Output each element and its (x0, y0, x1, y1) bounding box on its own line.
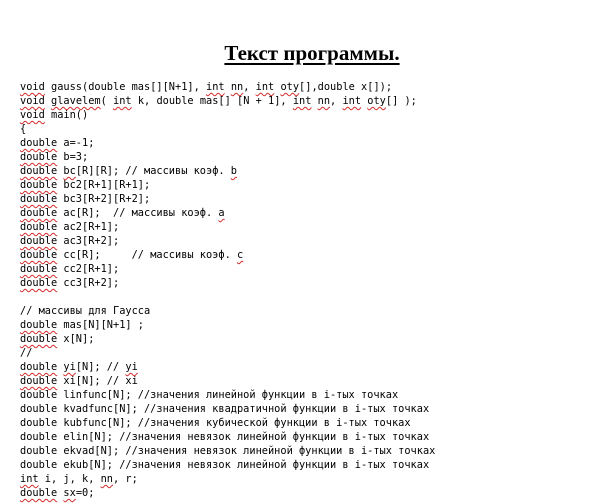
spellcheck-flagged-word: b (230, 165, 237, 177)
code-line (20, 136, 435, 150)
code-text: , r; (113, 473, 138, 485)
code-line (20, 318, 435, 332)
code-text: i, j, k, (38, 473, 101, 485)
code-text: double ekvad[N]; //значения невязок линейной функции в i-тых точках (20, 445, 436, 457)
code-line (20, 430, 435, 444)
code-line (20, 416, 435, 430)
code-text: ac3[R+2]; (57, 235, 120, 247)
code-text: [R][R]; // массивы коэф. (75, 165, 231, 177)
code-line (20, 486, 435, 500)
spellcheck-flagged-word: int (255, 81, 275, 93)
spellcheck-flagged-word: oty (367, 95, 386, 107)
code-line (20, 332, 435, 346)
code-line (20, 444, 435, 458)
program-code-block (20, 80, 435, 500)
code-text: a=-1; (57, 137, 95, 149)
code-text: // (20, 347, 33, 359)
code-text: { (20, 123, 27, 135)
spellcheck-flagged-word: double (20, 221, 58, 233)
spellcheck-flagged-word: a (218, 207, 225, 219)
spellcheck-flagged-word: double (20, 235, 58, 247)
code-line (20, 220, 435, 234)
spellcheck-flagged-word: double (20, 487, 58, 499)
spellcheck-flagged-word: double (20, 165, 58, 177)
code-text: , (330, 95, 343, 107)
code-text: bc2[R+1][R+1]; (57, 179, 151, 191)
code-text: ( (100, 95, 114, 107)
spellcheck-flagged-word: double (20, 137, 58, 149)
code-text: k, double mas[] [N + 1], (131, 95, 293, 107)
code-text: gauss(double mas[][N+1], (44, 81, 206, 93)
spellcheck-flagged-word: void (20, 95, 45, 107)
code-text: b=3; (57, 151, 89, 163)
code-text: double linfunc[N]; //значения линейной функции в i-тых точках (20, 389, 399, 401)
spellcheck-flagged-word: double (20, 333, 58, 345)
spellcheck-flagged-word: double (20, 263, 58, 275)
spellcheck-flagged-word: c (236, 249, 244, 261)
spellcheck-flagged-word: double (20, 277, 58, 289)
code-text: xi[N]; // xi (57, 375, 138, 387)
spellcheck-flagged-word: double (20, 375, 58, 387)
spellcheck-flagged-word: int (113, 95, 132, 107)
code-line (20, 402, 435, 416)
spellcheck-flagged-word: void (20, 81, 45, 93)
document-title: Текст программы. (224, 41, 400, 65)
code-line (20, 108, 435, 122)
code-text: ac[R]; // массивы коэф. (57, 207, 219, 219)
code-line (20, 80, 435, 94)
code-text: bc3[R+2][R+2]; (57, 193, 151, 205)
spellcheck-flagged-word: glavelem (51, 95, 101, 107)
spellcheck-flagged-word: yi (125, 361, 138, 373)
code-line (20, 304, 435, 318)
code-text: cc3[R+2]; (57, 277, 120, 289)
code-text: [N]; // (75, 361, 126, 373)
code-text: cc[R]; // массивы коэф. (57, 249, 237, 261)
code-line (20, 472, 435, 486)
code-line (20, 94, 435, 108)
spellcheck-flagged-word: yi (63, 361, 76, 373)
code-text: main() (44, 109, 89, 121)
code-blank-line (20, 290, 435, 304)
spellcheck-flagged-word: double (20, 319, 58, 331)
code-text: mas[N][N+1] ; (57, 319, 144, 331)
code-text: cc2[R+1]; (57, 263, 120, 275)
code-line (20, 192, 435, 206)
code-line (20, 206, 435, 220)
spellcheck-flagged-word: int (206, 81, 225, 93)
spellcheck-flagged-word: double (20, 249, 58, 261)
spellcheck-flagged-word: double (20, 151, 58, 163)
code-line (20, 374, 435, 388)
code-line (20, 262, 435, 276)
spellcheck-flagged-word: int (20, 473, 39, 485)
code-text: double kvadfunc[N]; //значения квадратичной функции в i-тых точках (20, 403, 430, 415)
code-line (20, 122, 435, 136)
spellcheck-flagged-word: nn (317, 95, 331, 107)
code-line (20, 388, 435, 402)
spellcheck-flagged-word: void (20, 109, 45, 121)
spellcheck-flagged-word: int (292, 95, 312, 107)
spellcheck-flagged-word: oty (280, 81, 300, 93)
code-text: ac2[R+1]; (57, 221, 120, 233)
spellcheck-flagged-word: double (20, 179, 58, 191)
code-line (20, 178, 435, 192)
code-line (20, 458, 435, 472)
spellcheck-flagged-word: double (20, 193, 58, 205)
code-text: double kubfunc[N]; //значения кубической функции в i-тых точках (20, 417, 411, 429)
code-text: double ekub[N]; //значения невязок линейной функции в i-тых точках (20, 459, 430, 471)
code-line (20, 276, 435, 290)
code-line (20, 164, 435, 178)
code-text: [],double x[]); (299, 81, 393, 93)
code-line (20, 150, 435, 164)
code-text: x[N]; (57, 333, 95, 345)
spellcheck-flagged-word: bc (63, 165, 76, 177)
code-text: , (243, 81, 256, 93)
code-text: [] ); (385, 95, 417, 107)
code-line (20, 346, 435, 360)
code-text: =0; (75, 487, 95, 499)
code-line (20, 248, 435, 262)
code-line (20, 234, 435, 248)
spellcheck-flagged-word: double (20, 361, 58, 373)
code-line (20, 360, 435, 374)
code-text: // массивы для Гаусса (20, 305, 151, 317)
spellcheck-flagged-word: sx (63, 487, 76, 499)
spellcheck-flagged-word: double (20, 207, 58, 219)
spellcheck-flagged-word: int (342, 95, 362, 107)
spellcheck-flagged-word: nn (100, 473, 114, 485)
code-text: double elin[N]; //значения невязок линейной функции в i-тых точках (20, 431, 430, 443)
spellcheck-flagged-word: nn (230, 81, 244, 93)
